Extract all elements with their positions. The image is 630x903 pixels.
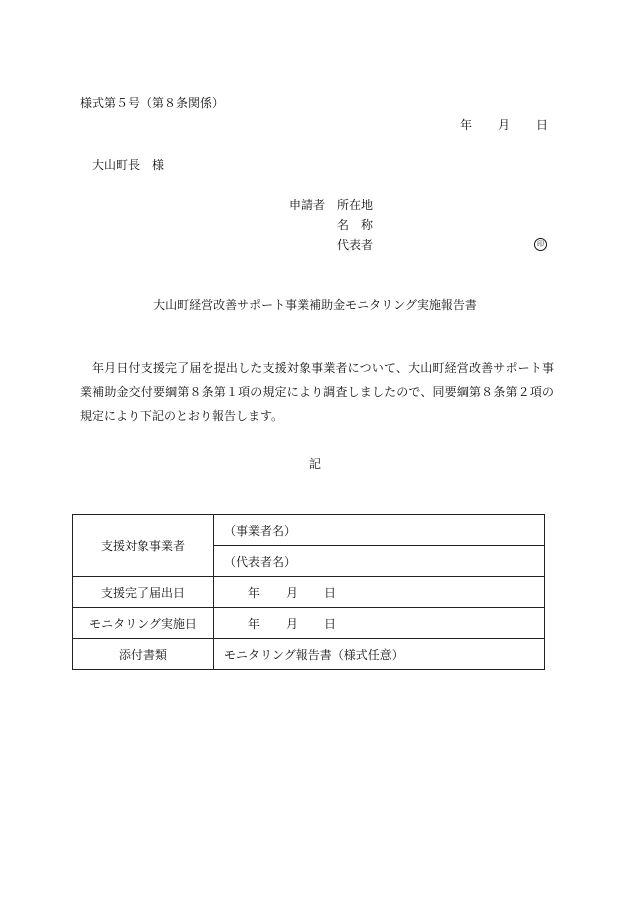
completion-date-label: 支援完了届出日	[73, 577, 214, 608]
monitoring-date-cell	[214, 608, 545, 639]
address-label: 所在地	[337, 198, 374, 212]
seal-mark: 印	[534, 238, 547, 251]
attachment-value: モニタリング報告書（様式任意）	[214, 639, 545, 670]
monitoring-day: 日	[324, 616, 337, 631]
table-row	[73, 639, 545, 670]
date-year: 年	[459, 118, 472, 132]
representative-label: 代表者	[337, 238, 374, 252]
report-body: 年月日付支援完了届を提出した支援対象事業者について、大山町経営改善サポート事業補助金交付要綱第８条第１項の規定により調査しましたので、同要綱第８条第２項の規定により下記のとおり報告します。	[80, 361, 554, 423]
completion-month: 月	[286, 585, 299, 600]
date-month: 月	[497, 118, 510, 132]
ki-mark: 記	[308, 457, 321, 471]
attachment-label: 添付書類	[73, 639, 214, 670]
completion-date-cell	[214, 577, 545, 608]
monitoring-date-label: モニタリング実施日	[73, 608, 214, 639]
target-label: 支援対象事業者	[73, 515, 214, 577]
applicant-label: 申請者	[289, 198, 326, 212]
company-name-cell: （事業者名）	[214, 515, 545, 546]
date-day: 日	[535, 118, 548, 132]
addressee: 大山町長 様	[92, 158, 165, 172]
date-line	[460, 118, 548, 132]
completion-year: 年	[248, 585, 261, 600]
representative-name-cell: （代表者名）	[214, 546, 545, 577]
completion-day: 日	[324, 585, 337, 600]
table-row	[73, 577, 545, 608]
monitoring-year: 年	[248, 616, 261, 631]
monitoring-month: 月	[286, 616, 299, 631]
table-row	[73, 515, 545, 546]
form-number: 様式第５号（第８条関係）	[80, 96, 225, 110]
document-title: 大山町経営改善サポート事業補助金モニタリング実施報告書	[153, 298, 477, 312]
report-table	[72, 514, 545, 670]
table-row	[73, 608, 545, 639]
name-label: 名 称	[337, 218, 374, 232]
